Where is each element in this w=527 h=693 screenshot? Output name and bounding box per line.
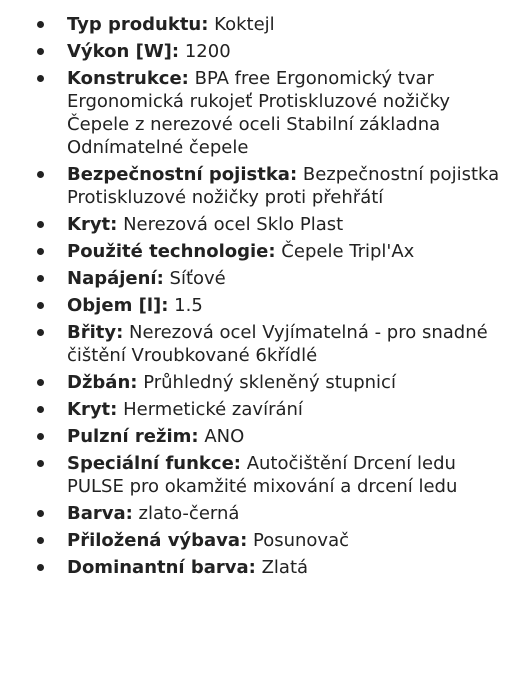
- bullet-icon: [37, 329, 44, 336]
- spec-value: Hermetické zavírání: [117, 399, 303, 420]
- spec-value: Zlatá: [255, 557, 309, 578]
- spec-item-pulse-mode: [67, 425, 509, 448]
- bullet-icon: [37, 21, 44, 28]
- bullet-icon: [37, 460, 44, 467]
- bullet-icon: [37, 275, 44, 282]
- spec-item-included-accessories: [67, 529, 509, 552]
- spec-label: Konstrukce:: [67, 68, 189, 89]
- spec-value: Průhledný skleněný stupnicí: [137, 372, 396, 393]
- spec-item-safety-lock: [67, 163, 509, 209]
- spec-value: BPA free Ergonomický tvar Ergonomická rukojeť Protiskluzové nožičky Čepele z nerezové oceli Stabilní základna Odnímatelné čepele: [67, 68, 451, 158]
- spec-value: Autočištění Drcení ledu PULSE pro okamžité mixování a drcení ledu: [67, 453, 458, 497]
- spec-label: Břity:: [67, 322, 124, 343]
- bullet-icon: [37, 171, 44, 178]
- bullet-icon: [37, 302, 44, 309]
- bullet-icon: [37, 433, 44, 440]
- bullet-icon: [37, 537, 44, 544]
- bullet-icon: [37, 564, 44, 571]
- spec-value: Nerezová ocel Sklo Plast: [117, 214, 344, 235]
- spec-item-jug: [67, 371, 509, 394]
- spec-item-construction: [67, 67, 509, 159]
- spec-item-power-supply: [67, 267, 509, 290]
- spec-label: Speciální funkce:: [67, 453, 241, 474]
- spec-label: Kryt:: [67, 214, 118, 235]
- spec-label: Napájení:: [67, 268, 164, 289]
- spec-value: Čepele Tripl'Ax: [275, 241, 415, 262]
- bullet-icon: [37, 379, 44, 386]
- bullet-icon: [37, 48, 44, 55]
- spec-label: Barva:: [67, 503, 133, 524]
- spec-item-power: [67, 40, 509, 63]
- spec-value: Koktejl: [208, 14, 275, 35]
- spec-label: Přiložená výbava:: [67, 530, 248, 551]
- spec-label: Džbán:: [67, 372, 138, 393]
- spec-item-lid: [67, 398, 509, 421]
- spec-label: Objem [l]:: [67, 295, 169, 316]
- spec-label: Použité technologie:: [67, 241, 276, 262]
- spec-label: Kryt:: [67, 399, 118, 420]
- spec-value: Síťové: [163, 268, 226, 289]
- spec-item-dominant-color: [67, 556, 509, 579]
- spec-item-blades: [67, 321, 509, 367]
- bullet-icon: [37, 221, 44, 228]
- spec-label: Typ produktu:: [67, 14, 209, 35]
- spec-value: 1200: [179, 41, 231, 62]
- spec-value: zlato-černá: [132, 503, 240, 524]
- spec-label: Pulzní režim:: [67, 426, 199, 447]
- spec-label: Výkon [W]:: [67, 41, 180, 62]
- bullet-icon: [37, 406, 44, 413]
- spec-item-cover: [67, 213, 509, 236]
- spec-value: ANO: [198, 426, 245, 447]
- spec-label: Dominantní barva:: [67, 557, 256, 578]
- spec-label: Bezpečnostní pojistka:: [67, 164, 298, 185]
- spec-item-color: [67, 502, 509, 525]
- spec-value: Nerezová ocel Vyjímatelná - pro snadné čištění Vroubkované 6křídlé: [67, 322, 488, 366]
- spec-value: Posunovač: [247, 530, 349, 551]
- spec-item-special-functions: [67, 452, 509, 498]
- bullet-icon: [37, 248, 44, 255]
- spec-value: 1.5: [168, 295, 203, 316]
- bullet-icon: [37, 75, 44, 82]
- spec-item-product-type: [67, 13, 509, 36]
- spec-item-volume: [67, 294, 509, 317]
- bullet-icon: [37, 510, 44, 517]
- spec-item-technology: [67, 240, 509, 263]
- spec-value: Bezpečnostní pojistka Protiskluzové nožičky proti přehřátí: [67, 164, 500, 208]
